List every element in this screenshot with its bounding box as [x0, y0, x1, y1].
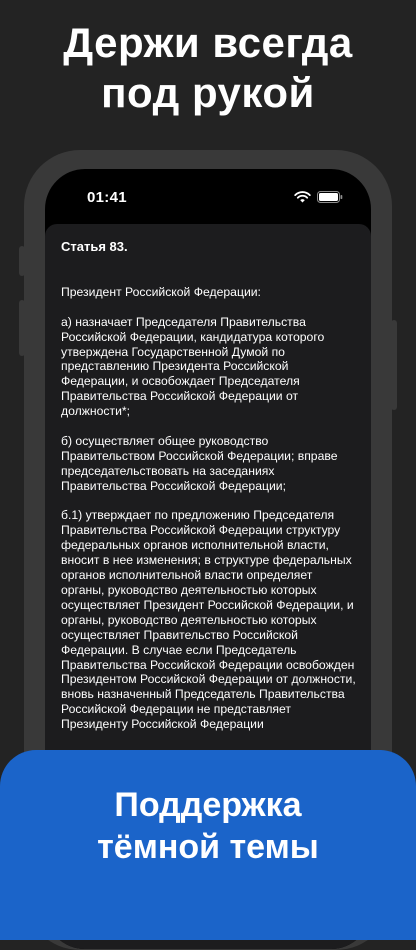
article-title: Статья 83. [61, 239, 128, 254]
battery-icon [317, 191, 343, 203]
promo-banner-line2: тёмной темы [97, 828, 319, 866]
promo-banner [0, 750, 416, 940]
promo-headline-line2: под рукой [101, 69, 315, 116]
promo-banner-text [0, 784, 416, 868]
article-content [61, 240, 357, 747]
promo-headline [0, 18, 416, 118]
article-paragraph: а) назначает Председателя Правительства Российской Федерации, кандидатура которого утверждена Государственной Думой по представлению Президента Российской Федерации, и освобождает Председателя Правительства Российской Федерации от должности*; [61, 314, 325, 419]
article-paragraph: б.1) утверждает по предложению Председателя Правительства Российской Федерации структуру федеральных органов исполнительной власти, вносит в нее изменения; в структуре федеральных органов исполнительной власти определяет органы, руководство деятельностью которых осуществляет Президент Российской Федерации, и органы, руководство деятельностью которых осуществляет Правительство Российской Федерации. В случае если Председатель Правительства Российской Федерации освобожден Президентом Российской Федерации от должности, вновь назначенный Председатель Правительства Российской Федерации не представляет Президенту Российской Федерации [61, 508, 356, 732]
status-time: 01:41 [87, 189, 127, 206]
promo-banner-line1: Поддержка [114, 786, 302, 824]
promo-headline-line1: Держи всегда [63, 19, 353, 66]
article-paragraph: б) осуществляет общее руководство Правительством Российской Федерации; вправе председательствовать на заседаниях Правительства Российской Федерации; [61, 433, 338, 493]
article-paragraph: Президент Российской Федерации: [61, 284, 261, 299]
status-icons [294, 191, 343, 203]
wifi-icon [294, 191, 311, 203]
